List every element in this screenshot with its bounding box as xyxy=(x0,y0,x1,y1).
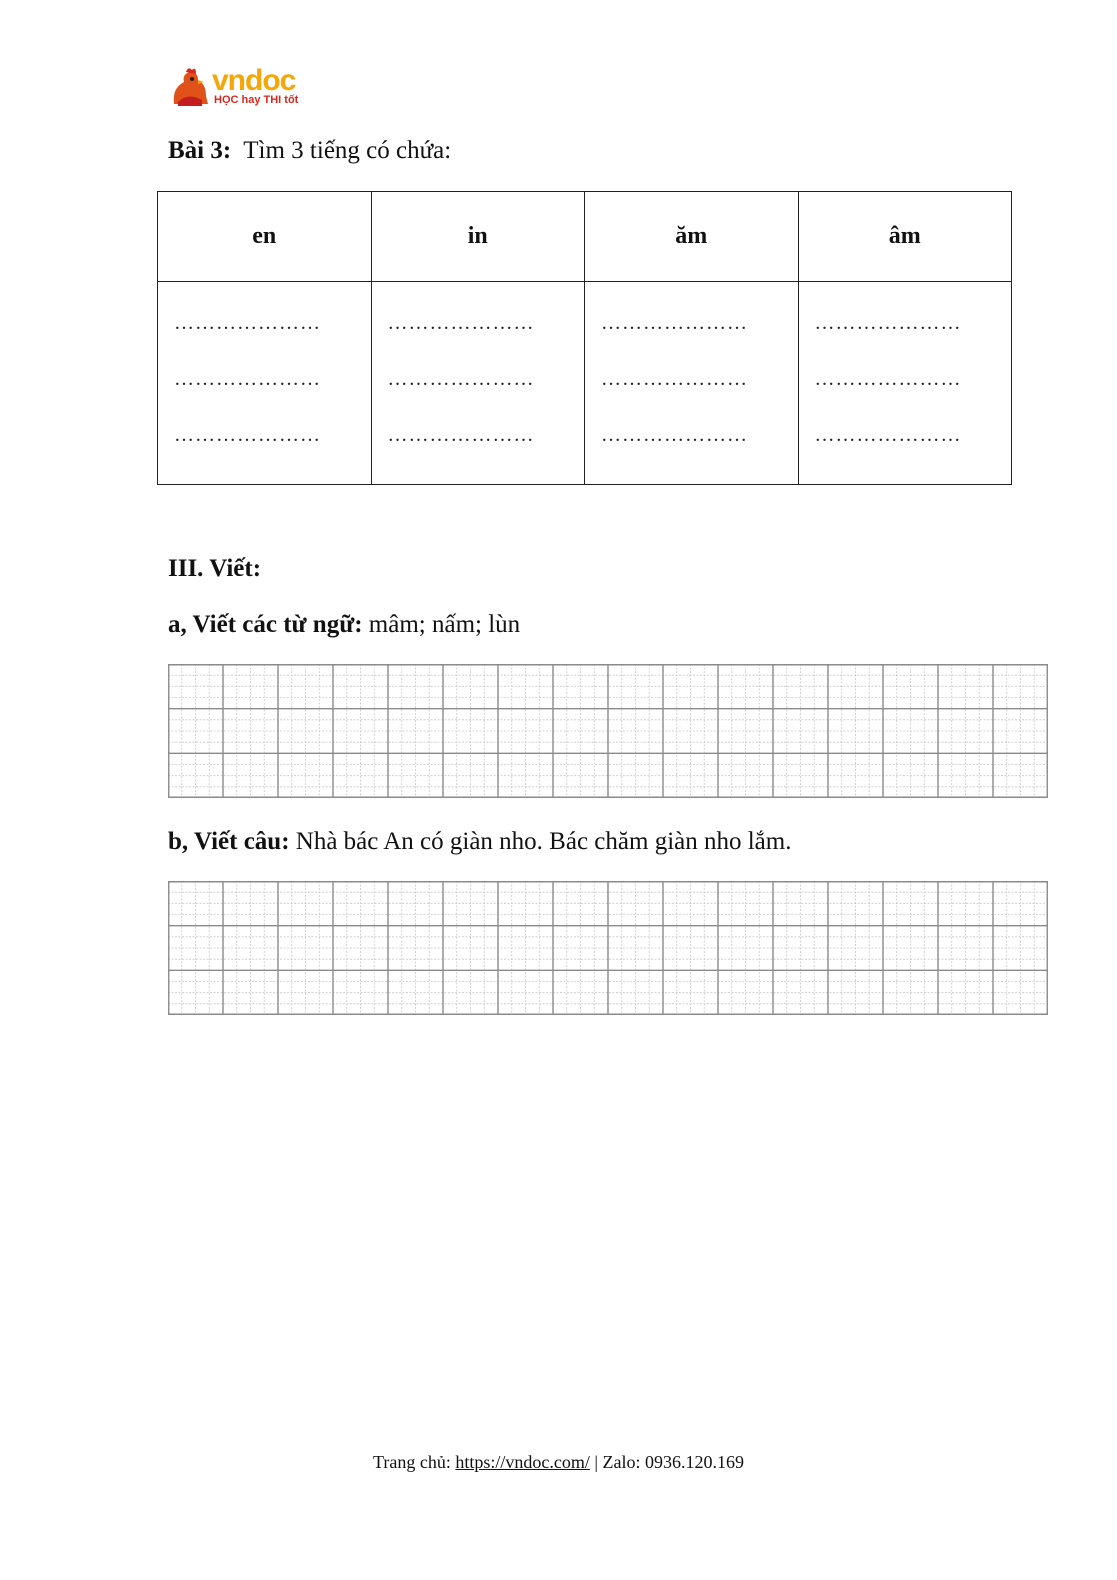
answer-blank[interactable]: ………………… xyxy=(174,424,321,446)
writing-grid-a[interactable] xyxy=(168,664,1048,798)
part-b-sentence: Nhà bác An có giàn nho. Bác chăm giàn nho lắm. xyxy=(295,828,792,855)
part-b-label: b, Viết câu: xyxy=(168,828,290,855)
syllable-table-answer-row xyxy=(158,282,1012,485)
answer-blank[interactable]: ………………… xyxy=(814,368,962,390)
syllable-table xyxy=(157,191,1012,485)
writing-grid-b[interactable] xyxy=(168,881,1048,1015)
answer-cell-en[interactable] xyxy=(158,282,372,485)
exercise-3-instruction: Tìm 3 tiếng có chứa: xyxy=(243,137,452,164)
answer-blank[interactable]: ………………… xyxy=(601,312,748,334)
section-title: III. Viết: xyxy=(168,555,262,582)
answer-blank[interactable]: ………………… xyxy=(814,312,962,334)
answer-blank[interactable]: ………………… xyxy=(174,368,321,390)
answer-cell-am-breve[interactable] xyxy=(585,282,799,485)
footer-zalo: | Zalo: 0936.120.169 xyxy=(594,1452,744,1472)
vndoc-logo xyxy=(168,64,318,114)
footer-prefix: Trang chủ: xyxy=(373,1452,451,1472)
part-a-label: a, Viết các từ ngữ: xyxy=(168,611,363,638)
exercise-3-label: Bài 3: xyxy=(168,137,232,164)
answer-blank[interactable]: ………………… xyxy=(601,368,748,390)
part-a-heading xyxy=(168,610,520,640)
answer-blank[interactable]: ………………… xyxy=(387,424,535,446)
answer-blank[interactable]: ………………… xyxy=(814,424,962,446)
answer-blank[interactable]: ………………… xyxy=(601,424,748,446)
column-header-am-circumflex: âm xyxy=(798,192,1012,282)
answer-cell-am-circumflex[interactable] xyxy=(798,282,1012,485)
page-footer xyxy=(0,1451,1117,1473)
column-header-am-breve: ăm xyxy=(585,192,799,282)
part-a-words: mâm; nấm; lùn xyxy=(368,611,521,638)
part-b-heading xyxy=(168,827,791,857)
exercise-3-heading xyxy=(168,136,451,166)
logo-brand: vndoc xyxy=(212,64,296,97)
footer-homepage-link[interactable]: https://vndoc.com/ xyxy=(455,1452,590,1472)
syllable-table-header xyxy=(158,192,1012,282)
column-header-en: en xyxy=(158,192,372,282)
answer-cell-in[interactable] xyxy=(371,282,585,485)
rooster-mascot-icon xyxy=(168,66,212,110)
answer-blank[interactable]: ………………… xyxy=(387,368,535,390)
column-header-in: in xyxy=(371,192,585,282)
answer-blank[interactable]: ………………… xyxy=(174,312,321,334)
logo-tagline: HỌC hay THI tốt xyxy=(214,94,299,106)
answer-blank[interactable]: ………………… xyxy=(387,312,535,334)
